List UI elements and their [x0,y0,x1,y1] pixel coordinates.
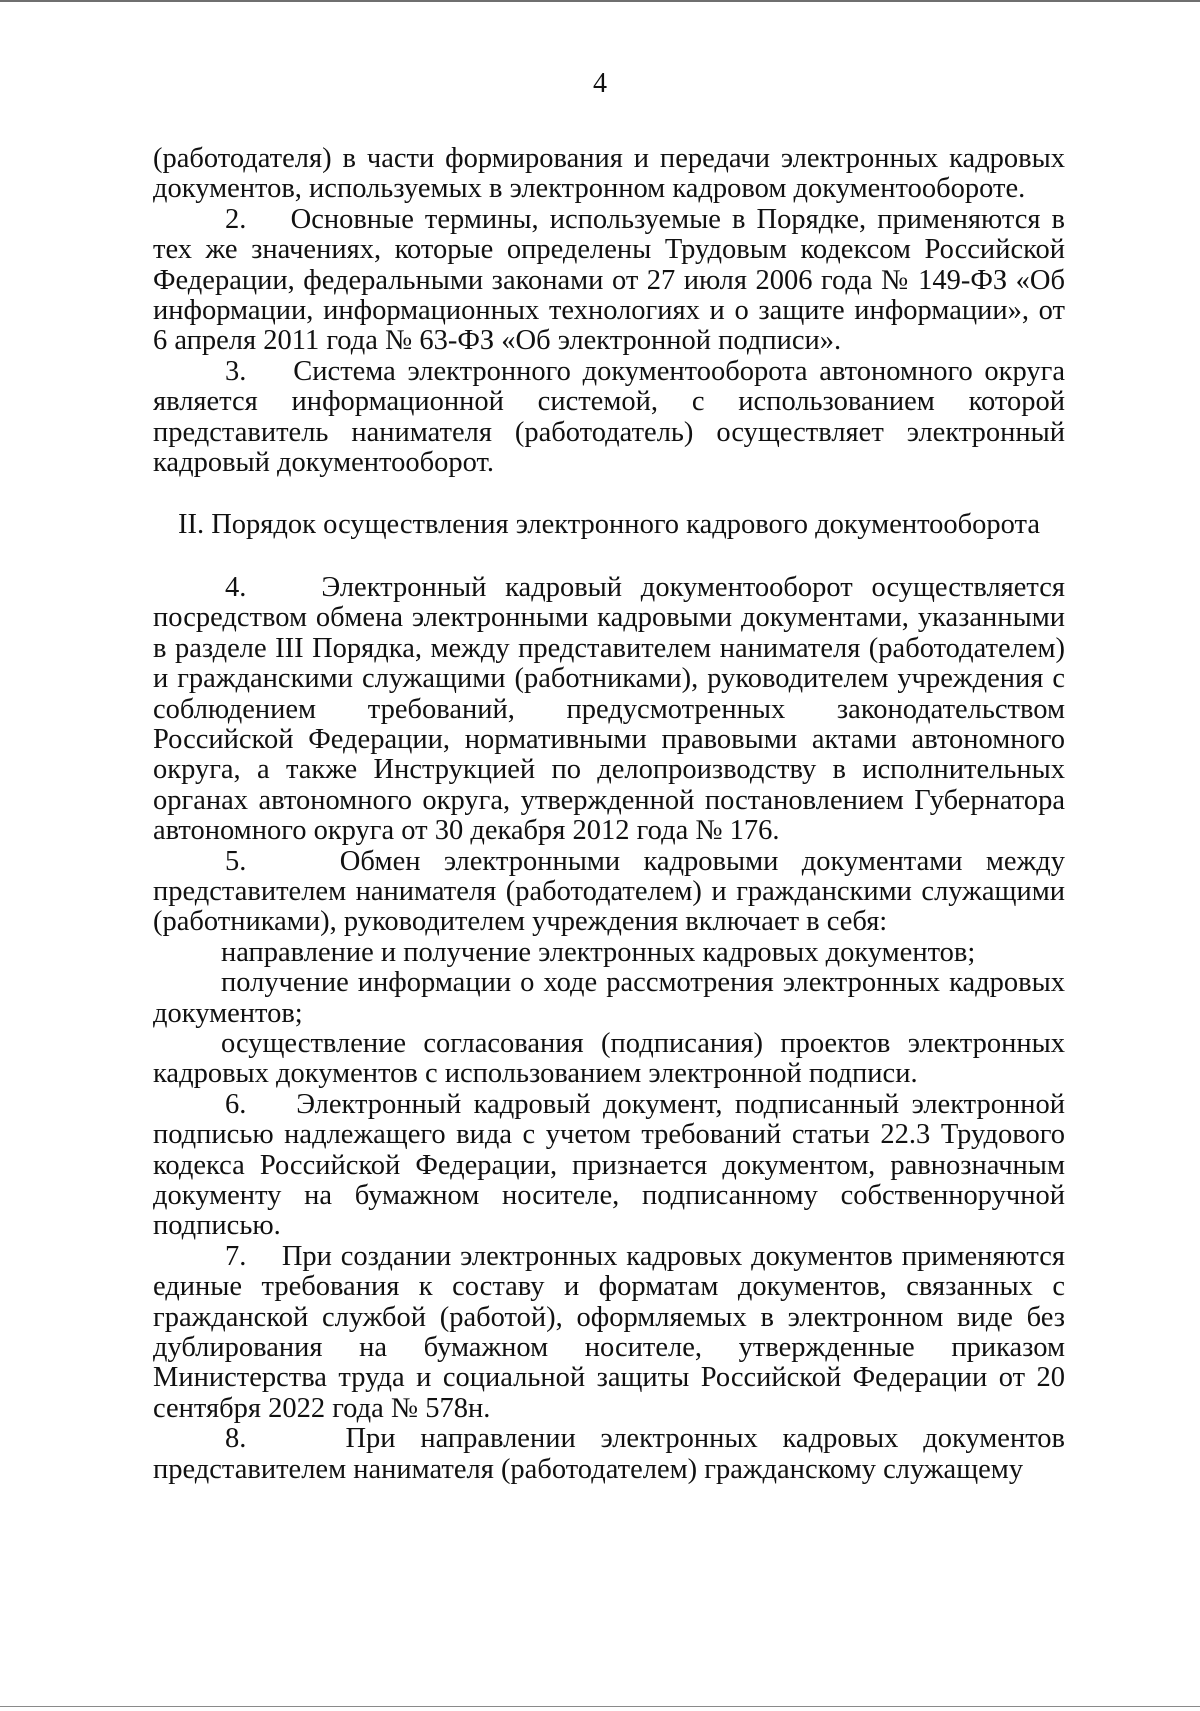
list-item: получение информации о ходе рассмотрения электронных кадровых документов; [153,967,1065,1029]
page-number: 4 [593,68,607,99]
scan-edge-top [0,0,1200,2]
scan-edge-bottom [0,1706,1200,1707]
paragraph-continuation: (работодателя) в части формирования и передачи электронных кадровых документов, используемых в электронном кадровом документообороте. [153,143,1065,205]
paragraph-2: 2. Основные термины, используемые в Порядке, применяются в тех же значениях, которые определены Трудовым кодексом Российской Федерации, федеральными законами от 27 июля 2006 года № 149-ФЗ «Об информации, информационных технологиях и о защите информации», от 6 апреля 2011 года № 63-ФЗ «Об электронной подписи». [153,203,1065,357]
paragraph-6: 6. Электронный кадровый документ, подписанный электронной подписью надлежащего вида с учетом требований статьи 22.3 Трудового кодекса Российской Федерации, признается документом, равнозначным документу на бумажном носителе, подписанному собственноручной подписью. [153,1088,1065,1242]
paragraph-4: 4. Электронный кадровый документооборот осуществляется посредством обмена электронными кадровыми документами, указанными в разделе III Порядка, между представителем нанимателя (работодателем) и гражданскими служащими (работниками), руководителем учреждения с соблюдением требований, предусмотренных законодательством Российской Федерации, нормативными правовыми актами автономного округа, а также Инструкцией по делопроизводству в исполнительных органах автономного округа, утвержденной постановлением Губернатора автономного округа от 30 декабря 2012 года № 176. [153,571,1065,847]
section-heading: II. Порядок осуществления электронного кадрового документооборота [177,509,1041,541]
paragraph-3: 3. Система электронного документооборота автономного округа является информационной системой, с использованием которой представитель нанимателя (работодатель) осуществляет электронный кадровый документооборот. [153,355,1065,479]
paragraph-8: 8. При направлении электронных кадровых документов представителем нанимателя (работодателем) гражданскому служащему [153,1423,1065,1485]
list-item: осуществление согласования (подписания) проектов электронных кадровых документов с использованием электронной подписи. [153,1027,1065,1090]
document-body [153,144,1065,1485]
paragraph-7: 7. При создании электронных кадровых документов применяются единые требования к составу и форматам документов, связанных с гражданской службой (работой), оформляемых в электронном виде без дублирования на бумажном носителе, утвержденные приказом Министерства труда и социальной защиты Российской Федерации от 20 сентября 2022 года № 578н. [153,1240,1065,1424]
paragraph-5: 5. Обмен электронными кадровыми документами между представителем нанимателя (работодателем) и гражданскими служащими (работниками), руководителем учреждения включает в себя: [153,845,1065,938]
list-item: направление и получение электронных кадровых документов; [221,936,976,968]
